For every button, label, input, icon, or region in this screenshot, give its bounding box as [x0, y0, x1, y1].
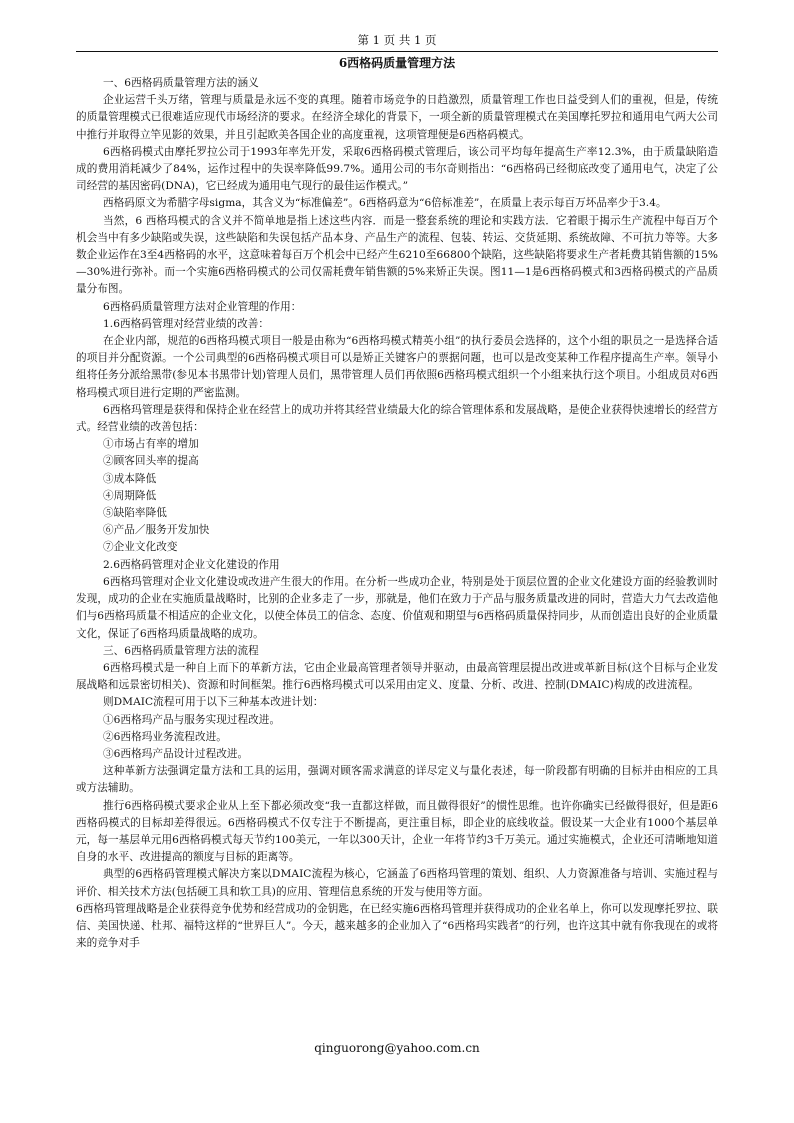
- footer-email: qinguorong@yahoo.com.cn: [314, 1041, 480, 1055]
- list-item: ①6西格玛产品与服务实现过程改进。: [103, 713, 281, 726]
- list-item: ③6西格玛产品设计过程改进。: [103, 747, 249, 760]
- header-divider: [76, 51, 718, 52]
- body-paragraph: 6西格玛管理战略是企业获得竞争优势和经营成功的金钥匙，在已经实施6西格玛管理并获得成功的企业名单上，你可以发现摩托罗拉、联信、美国快递、杜邦、福特这样的“世界巨人”。今天，越来越多的企业加入了“6西格玛实践者”的行列，也许这其中就有你我现在的或将来的竞争对手: [76, 902, 718, 950]
- body-paragraph: 典型的6西格码管理模式解决方案以DMAIC流程为核心，它涵盖了6西格玛管理的策划、组织、人力资源准备与培训、实施过程与评价、相关技术方法(包括硬工具和软工具)的应用、管理信息系统的开发与使用等方面。: [76, 868, 718, 898]
- list-item: ②顾客回头率的提高: [103, 455, 199, 468]
- body-paragraph: 推行6西格码模式要求企业从上至下都必须改变“我一直都这样做，而且做得很好”的惯性思维。也许你确实已经做得很好，但是距6西格码模式的目标却差得很远。6西格码模式不仅专注于不断提高，更注重目标，即企业的底线收益。假设某一大企业有1000个基层单元，每一基层单元用6西格码模式每天节约100美元，一年以300天计，企业一年将节约3千万美元。通过实施模式，企业还可清晰地知道自身的水平、改进提高的额度与目标的距离等。: [76, 799, 718, 864]
- list-item: ③成本降低: [103, 472, 157, 485]
- body-paragraph: 当然，6 西格玛模式的含义并不简单地是指上述这些内容．而是一整套系统的理论和实践方法．它着眼于揭示生产流程中每百万个机会当中有多少缺陷或失误，这些缺陷和失误包括产品本身、产品生产的流程、包装、转运、交货延期、系统故障、不可抗力等等。大多数企业运作在3至4西格码的水平，这意味着每百万个机会中已经产生6210至66800个缺陷，这些缺陷将要求生产者耗费其销售额的15%—30%进行弥补。而一个实施6西格码模式的公司仅需耗费年销售额的5%来矫正失误。图11—1是6西格码模式和3西格码模式的产品质量分布图。: [76, 214, 718, 296]
- body-paragraph: 6西格码模式由摩托罗拉公司于1993年率先开发，采取6西格码模式管理后，该公司平均每年提高生产率12.3%，由于质量缺陷造成的费用消耗减少了84%，运作过程中的失误率降低99.7%。通用公司的韦尔奇则指出：“6西格码已经彻底改变了通用电气，决定了公司经营的基因密码(DNA)，它已经成为通用电气现行的最佳运作模式。”: [76, 145, 718, 193]
- body-paragraph: 6西格玛模式是一种自上而下的革新方法，它由企业最高管理者领导并驱动，由最高管理层提出改进或革新目标(这个目标与企业发展战略和远景密切相关)、资源和时间框架。推行6西格玛模式可以采用由定义、度量、分析、改进、控制(DMAIC)构成的改进流程。: [76, 661, 718, 692]
- subsection-heading: 2.6西格码管理对企业文化建设的作用: [103, 558, 280, 571]
- body-paragraph: 则DMAIC流程可用于以下三种基本改进计划：: [103, 696, 324, 709]
- section-heading-3: 三、6西格码质量管理方法的流程: [103, 644, 259, 657]
- body-paragraph: 6西格玛管理对企业文化建设或改进产生很大的作用。在分析一些成功企业，特别是处于顶层位置的企业文化建设方面的经验教训时发现，成功的企业在实施质量战略时，比别的企业多走了一步，那就是，他们在致力于产品与服务质量改进的同时，营造大力气去改造他们与6西格玛质量不相适应的企业文化，以使全体员工的信念、态度、价值观和期望与6西格码质量保持同步，从而创造出良好的企业质量文化，保证了6西格玛质量战略的成功。: [76, 575, 718, 640]
- document-title: 6西格码质量管理方法: [338, 56, 456, 70]
- list-item: ①市场占有率的增加: [103, 438, 199, 451]
- page-number-info: 第 1 页 共 1 页: [357, 33, 437, 47]
- body-paragraph: 企业运营千头万绪，管理与质量是永远不变的真理。随着市场竞争的日趋激烈，质量管理工作也日益受到人们的重视，但是，传统的质量管理模式已很难适应现代市场经济的要求。在经济全球化的背景下，一项全新的质量管理模式在美国摩托罗拉和通用电气两大公司中推行并取得立竿见影的效果，并且引起欧美各国企业的高度重视，这项管理便是6西格码模式。: [76, 94, 718, 141]
- list-item: ⑥产品／服务开发加快: [103, 524, 210, 537]
- list-item: ②6西格玛业务流程改进。: [103, 730, 227, 743]
- list-item: ⑦企业文化改变: [103, 541, 178, 554]
- body-paragraph: 6西格玛管理是获得和保持企业在经营上的成功并将其经营业绩最大化的综合管理体系和发展战略，是使企业获得快速增长的经营方式。经营业绩的改善包括：: [76, 403, 718, 434]
- body-paragraph: 西格码原文为希腊字母sigma，其含义为“标准偏差”。6西格码意为“6倍标准差”，在质量上表示每百万坏品率少于3.4。: [103, 197, 667, 210]
- body-paragraph: 在企业内部，规范的6西格玛模式项目一般是由称为“6西格玛模式精英小组”的执行委员会选择的，这个小组的职员之一是选择合适的项目并分配资源。一个公司典型的6西格码模式项目可以是矫正关键客户的票据问题，也可以是改变某种工作程序提高生产率。领导小组将任务分派给黑带(参见本书黑带计划)管理人员们，黑带管理人员们再依照6西格玛模式组织一个小组来执行这个项目。小组成员对6西格玛模式项目进行定期的严密监测。: [76, 335, 718, 399]
- subsection-heading: 1.6西格码管理对经营业绩的改善：: [103, 317, 270, 330]
- list-item: ⑤缺陷率降低: [103, 507, 167, 520]
- body-paragraph: 这种革新方法强调定量方法和工具的运用，强调对顾客需求满意的详尽定义与量化表述，每一阶段都有明确的目标并由相应的工具或方法辅助。: [76, 765, 718, 795]
- list-item: ④周期降低: [103, 489, 157, 502]
- section-heading-1: 一、6西格码质量管理方法的涵义: [103, 77, 259, 89]
- page-footer: [76, 1040, 718, 1056]
- page-header: [76, 32, 718, 48]
- subsection-heading: 6西格码质量管理方法对企业管理的作用：: [103, 300, 302, 313]
- document-body: [76, 75, 718, 952]
